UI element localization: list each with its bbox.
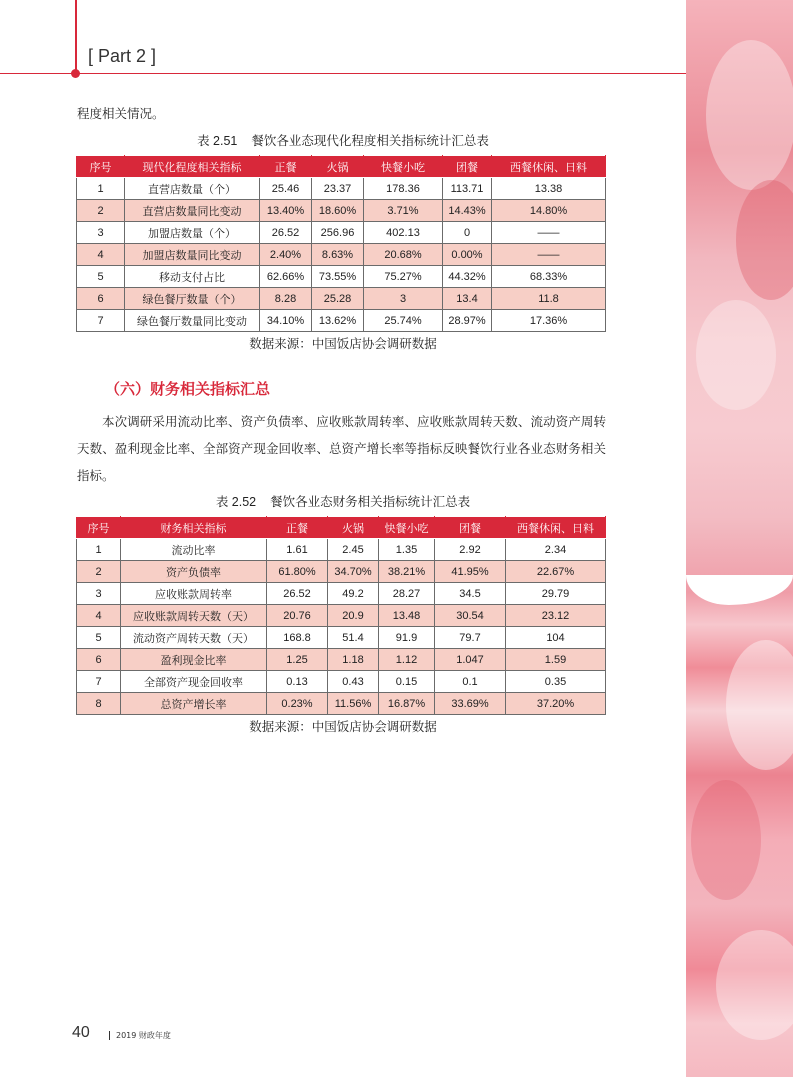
value-cell: 178.36 (364, 178, 443, 200)
value-cell: 51.4 (328, 627, 379, 649)
table-row (77, 244, 606, 266)
value-cell: 3 (364, 288, 443, 310)
table-row (77, 310, 606, 332)
value-cell: 11.56% (328, 693, 379, 715)
indicator-cell: 加盟店数量（个） (125, 222, 260, 244)
value-cell: 104 (506, 627, 606, 649)
value-cell: 91.9 (379, 627, 435, 649)
table1-header: 西餐休闲、日料 (492, 156, 606, 178)
row-number-cell: 2 (77, 200, 125, 222)
indicator-cell: 盈利现金比率 (121, 649, 267, 671)
value-cell: 61.80% (267, 561, 328, 583)
value-cell: 20.76 (267, 605, 328, 627)
table-row (77, 649, 606, 671)
header-horizontal-rule (0, 73, 686, 74)
value-cell: 0.15 (379, 671, 435, 693)
financial-table (76, 516, 606, 715)
table-row (77, 288, 606, 310)
row-number-cell: 6 (77, 288, 125, 310)
table1-header: 火锅 (312, 156, 364, 178)
value-cell: 402.13 (364, 222, 443, 244)
indicator-cell: 直营店数量（个） (125, 178, 260, 200)
header-rule-dot (71, 69, 80, 78)
value-cell: 30.54 (435, 605, 506, 627)
section-heading: （六）财务相关指标汇总 (105, 380, 271, 398)
value-cell: 68.33% (492, 266, 606, 288)
value-cell: 113.71 (443, 178, 492, 200)
modernization-table (76, 155, 606, 332)
value-cell: 14.80% (492, 200, 606, 222)
value-cell: 13.62% (312, 310, 364, 332)
value-cell: 37.20% (506, 693, 606, 715)
value-cell: 23.12 (506, 605, 606, 627)
indicator-cell: 资产负债率 (121, 561, 267, 583)
table-row (77, 178, 606, 200)
value-cell: 1.61 (267, 539, 328, 561)
value-cell: 8.28 (260, 288, 312, 310)
value-cell: —— (492, 244, 606, 266)
row-number-cell: 5 (77, 627, 121, 649)
value-cell: 34.5 (435, 583, 506, 605)
value-cell: 26.52 (267, 583, 328, 605)
table1-header: 正餐 (260, 156, 312, 178)
row-number-cell: 7 (77, 671, 121, 693)
value-cell: 41.95% (435, 561, 506, 583)
row-number-cell: 1 (77, 539, 121, 561)
value-cell: 25.74% (364, 310, 443, 332)
value-cell: 0.35 (506, 671, 606, 693)
footer-publication: 2019 财政年度 (116, 1031, 171, 1040)
value-cell: —— (492, 222, 606, 244)
table-row (77, 200, 606, 222)
value-cell: 44.32% (443, 266, 492, 288)
value-cell: 33.69% (435, 693, 506, 715)
value-cell: 28.27 (379, 583, 435, 605)
value-cell: 1.12 (379, 649, 435, 671)
value-cell: 34.70% (328, 561, 379, 583)
table-row (77, 627, 606, 649)
value-cell: 29.79 (506, 583, 606, 605)
table-row (77, 671, 606, 693)
value-cell: 11.8 (492, 288, 606, 310)
indicator-cell: 加盟店数量同比变动 (125, 244, 260, 266)
table1-header: 快餐小吃 (364, 156, 443, 178)
table2-caption-number: 表 2.52 (215, 495, 257, 509)
value-cell: 256.96 (312, 222, 364, 244)
value-cell: 1.047 (435, 649, 506, 671)
value-cell: 75.27% (364, 266, 443, 288)
value-cell: 28.97% (443, 310, 492, 332)
table-row (77, 266, 606, 288)
value-cell: 13.40% (260, 200, 312, 222)
table-row (77, 561, 606, 583)
row-number-cell: 2 (77, 561, 121, 583)
value-cell: 38.21% (379, 561, 435, 583)
indicator-cell: 直营店数量同比变动 (125, 200, 260, 222)
table2-header: 团餐 (435, 517, 506, 539)
value-cell: 20.68% (364, 244, 443, 266)
value-cell: 13.38 (492, 178, 606, 200)
value-cell: 13.48 (379, 605, 435, 627)
row-number-cell: 8 (77, 693, 121, 715)
value-cell: 23.37 (312, 178, 364, 200)
row-number-cell: 4 (77, 605, 121, 627)
table1-header: 团餐 (443, 156, 492, 178)
intro-text: 程度相关情况。 (77, 106, 165, 121)
value-cell: 16.87% (379, 693, 435, 715)
value-cell: 0.23% (267, 693, 328, 715)
value-cell: 34.10% (260, 310, 312, 332)
value-cell: 2.34 (506, 539, 606, 561)
value-cell: 0.43 (328, 671, 379, 693)
part-label: [ Part 2 ] (88, 46, 157, 66)
value-cell: 22.67% (506, 561, 606, 583)
row-number-cell: 7 (77, 310, 125, 332)
table-row (77, 539, 606, 561)
value-cell: 0.00% (443, 244, 492, 266)
row-number-cell: 4 (77, 244, 125, 266)
value-cell: 168.8 (267, 627, 328, 649)
value-cell: 17.36% (492, 310, 606, 332)
row-number-cell: 3 (77, 222, 125, 244)
indicator-cell: 移动支付占比 (125, 266, 260, 288)
decorative-photo-band (686, 0, 793, 1077)
value-cell: 73.55% (312, 266, 364, 288)
value-cell: 2.92 (435, 539, 506, 561)
row-number-cell: 3 (77, 583, 121, 605)
value-cell: 49.2 (328, 583, 379, 605)
table-row (77, 605, 606, 627)
value-cell: 20.9 (328, 605, 379, 627)
row-number-cell: 5 (77, 266, 125, 288)
table-row (77, 583, 606, 605)
table2-header: 火锅 (328, 517, 379, 539)
indicator-cell: 绿色餐厅数量同比变动 (125, 310, 260, 332)
row-number-cell: 6 (77, 649, 121, 671)
table2-header: 序号 (77, 517, 121, 539)
indicator-cell: 全部资产现金回收率 (121, 671, 267, 693)
table2-header: 西餐休闲、日料 (506, 517, 606, 539)
value-cell: 1.18 (328, 649, 379, 671)
header-vertical-rule (75, 0, 77, 74)
table2-header: 正餐 (267, 517, 328, 539)
row-number-cell: 1 (77, 178, 125, 200)
table2-source: 数据来源：中国饭店协会调研数据 (249, 719, 437, 734)
value-cell: 0.13 (267, 671, 328, 693)
value-cell: 1.35 (379, 539, 435, 561)
table-row (77, 222, 606, 244)
value-cell: 2.45 (328, 539, 379, 561)
value-cell: 14.43% (443, 200, 492, 222)
value-cell: 62.66% (260, 266, 312, 288)
table2-caption-title: 餐饮各业态财务相关指标统计汇总表 (270, 494, 471, 509)
value-cell: 0.1 (435, 671, 506, 693)
page-number: 40 (72, 1024, 90, 1041)
value-cell: 13.4 (443, 288, 492, 310)
value-cell: 25.46 (260, 178, 312, 200)
table-row (77, 693, 606, 715)
indicator-cell: 流动比率 (121, 539, 267, 561)
table2-caption (0, 492, 686, 510)
value-cell: 25.28 (312, 288, 364, 310)
footer-divider (109, 1031, 110, 1040)
value-cell: 2.40% (260, 244, 312, 266)
value-cell: 0 (443, 222, 492, 244)
indicator-cell: 绿色餐厅数量（个） (125, 288, 260, 310)
value-cell: 1.59 (506, 649, 606, 671)
table2-header: 快餐小吃 (379, 517, 435, 539)
indicator-cell: 流动资产周转天数（天） (121, 627, 267, 649)
value-cell: 79.7 (435, 627, 506, 649)
indicator-cell: 应收账款周转率 (121, 583, 267, 605)
table1-source: 数据来源：中国饭店协会调研数据 (249, 336, 437, 351)
value-cell: 8.63% (312, 244, 364, 266)
table2-header: 财务相关指标 (121, 517, 267, 539)
table1-caption-title: 餐饮各业态现代化程度相关指标统计汇总表 (251, 133, 489, 148)
value-cell: 26.52 (260, 222, 312, 244)
value-cell: 3.71% (364, 200, 443, 222)
body-paragraph: 本次调研采用流动比率、资产负债率、应收账款周转率、应收账款周转天数、流动资产周转天数、盈利现金比率、全部资产现金回收率、总资产增长率等指标反映餐饮行业各业态财务相关指标。 (77, 414, 606, 483)
table1-header: 现代化程度相关指标 (125, 156, 260, 178)
table1-header: 序号 (77, 156, 125, 178)
indicator-cell: 总资产增长率 (121, 693, 267, 715)
value-cell: 18.60% (312, 200, 364, 222)
value-cell: 1.25 (267, 649, 328, 671)
table1-caption (0, 131, 686, 149)
table1-caption-number: 表 2.51 (197, 134, 238, 148)
indicator-cell: 应收账款周转天数（天） (121, 605, 267, 627)
